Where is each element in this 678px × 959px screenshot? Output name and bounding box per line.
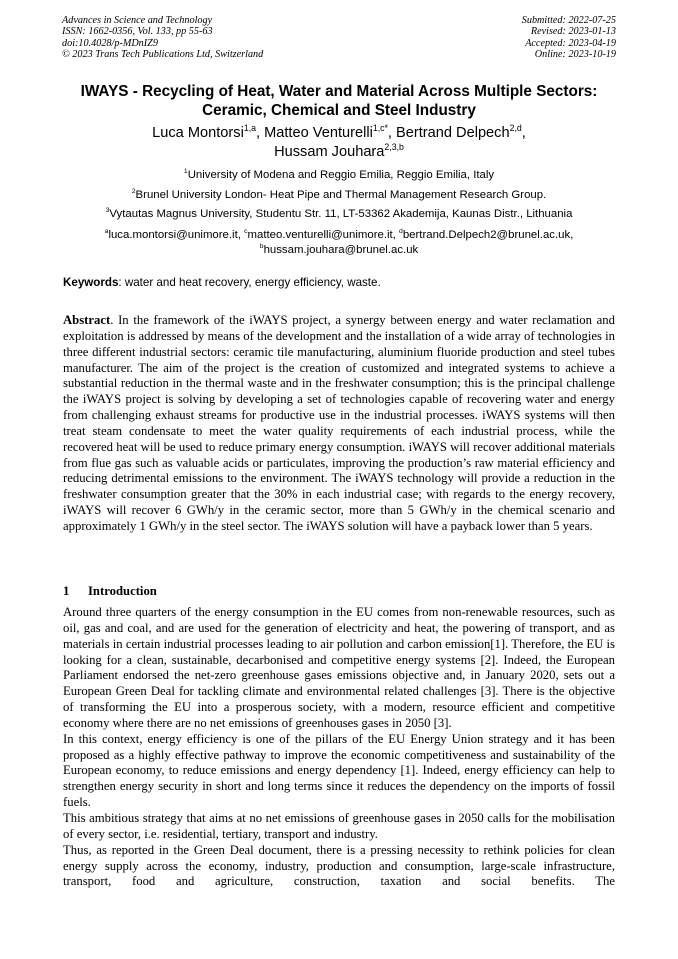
section-heading-introduction	[63, 584, 157, 599]
paragraph: Thus, as reported in the Green Deal document, there is a pressing necessity to rethink policies for clean energy supply across the economy, industry, production and consumption, large-scale infrastructure, transport, food and agriculture, construction, taxation and social benefits. The	[63, 842, 615, 889]
email-separator: ,	[570, 229, 574, 241]
author-affiliation-marker: 1,a	[243, 123, 256, 134]
journal-copyright: © 2023 Trans Tech Publications Ltd, Switzerland	[62, 49, 264, 61]
abstract-label: Abstract	[63, 313, 111, 327]
date-submitted: Submitted: 2022-07-25	[521, 15, 616, 26]
author-affiliation-marker: 2,d	[509, 123, 522, 134]
affiliation-3	[40, 207, 638, 221]
author-name: Hussam Jouhara	[274, 144, 385, 160]
keywords-label: Keywords	[63, 276, 119, 289]
email-link[interactable]: matteo.venturelli@unimore.it	[247, 229, 393, 241]
email-marker: a	[104, 228, 109, 236]
abstract	[63, 313, 615, 535]
affiliation-marker: 3	[105, 207, 110, 215]
date-online: Online: 2023-10-19	[534, 49, 616, 61]
email-separator: ,	[237, 229, 245, 241]
author-affiliation-marker: 1,c*	[372, 123, 388, 134]
section-number: 1	[63, 584, 70, 598]
dates-header	[522, 15, 616, 61]
author-separator: ,	[387, 125, 397, 141]
email-link[interactable]: hussam.jouhara@brunel.ac.uk	[263, 244, 419, 256]
author-separator: ,	[521, 125, 526, 141]
affiliation-1	[40, 168, 638, 182]
paragraph: Around three quarters of the energy consumption in the EU comes from non-renewable resources, such as oil, gas and coal, and are used for the generation of electricity and heat, the powering of transport, and as materials in certain industrial processes leading to air pollution and carbon emission[1]. Therefore, the EU is looking for a clean, sustainable, decarbonised and competitive energy systems [2]. Indeed, the European Parliament endorsed the net-zero greenhouse gases emissions objective and, in January 2020, sets out a European Green Deal for tackling climate and environmental related challenges [3]. There is the objective of transforming the EU into a prosperous society, with a modern, resource efficient and competitive economy where there are no net emissions of greenhouses gases in 2050 [3].	[63, 605, 615, 730]
paragraph: In this context, energy efficiency is one of the pillars of the EU Energy Union strategy and it has been proposed as a highly effective pathway to improve the economic competitiveness and sustainability of the European economy, to reduce emissions and energy dependency [1]. Indeed, energy efficiency can help to strengthen energy security in short and long terms since it reduces the dependency on the imports of fossil fuels.	[63, 731, 615, 810]
email-marker: c	[244, 228, 248, 236]
date-revised: Revised: 2023-01-13	[530, 26, 616, 38]
journal-doi[interactable]: doi:10.4028/p-MDnIZ9	[62, 37, 158, 49]
affiliation-text: University of Modena and Reggio Emilia, Reggio Emilia, Italy	[187, 169, 495, 181]
keywords	[63, 276, 381, 290]
affiliation-text: Brunel University London- Heat Pipe and Thermal Management Research Group.	[135, 189, 547, 201]
paper-title-line-2: Ceramic, Chemical and Steel Industry	[202, 102, 476, 119]
affiliation-marker: 1	[183, 168, 188, 176]
affiliation-marker: 2	[131, 188, 136, 196]
abstract-text: . In the framework of the iWAYS project, a synergy between energy and water reclamation and exploitation is addressed by means of the development and the installation of a wide array of technologies in three different industrial sectors: ceramic tile manufacturing, aluminium fluoride production and steel tubes manufacturer. The aim of the project is the creation of customized and integrated systems to achieve a substantial reduction in the thermal waste and in the freshwater consumption; this is the principal challenge the iWAYS project is solving by developing a set of technologies capable of recovering water and energy from challenging exhaust streams for productive use in the industrial processes. iWAYS systems will then treat steam condensate to meet the water quality requirements of each industrial process, while the recovered heat will be used to reduce primary energy consumption. iWAYS will recover additional materials from flue gas such as valuable acids or particulates, improving the production’s raw material efficiency and reducing detrimental emissions to the environment. The iWAYS technology will provide a reduction in the freshwater consumption greater that the 30% in each industrial case; with regards to the energy recovery, iWAYS will recover 6 GWh/y in the ceramic sector, more than 5 GWh/y in the chemical scenario and approximately 1 GWh/y in the steel sector. The iWAYS solution will have a payback lower than 5 years.	[63, 313, 615, 533]
affiliation-text: Vytautas Magnus University, Studentu Str. 11, LT-53362 Akademija, Kaunas Distr., Lithuania	[109, 208, 573, 220]
author-emails	[40, 228, 638, 258]
keywords-text: : water and heat recovery, energy efficiency, waste.	[118, 276, 381, 289]
author-affiliation-marker: 2,3,b	[384, 142, 404, 153]
journal-name: Advances in Science and Technology	[62, 15, 213, 26]
email-separator: ,	[392, 229, 400, 241]
journal-info-header	[62, 15, 263, 61]
journal-issn: ISSN: 1662-0356, Vol. 133, pp 55-63	[62, 26, 213, 38]
email-link[interactable]: luca.montorsi@unimore.it	[108, 229, 238, 241]
email-link[interactable]: bertrand.Delpech2@brunel.ac.uk	[402, 229, 571, 241]
author-list	[40, 124, 638, 162]
introduction-body	[63, 605, 615, 890]
date-accepted: Accepted: 2023-04-19	[525, 37, 616, 49]
author-name: Bertrand Delpech	[396, 125, 510, 141]
email-marker: d	[399, 228, 403, 236]
author-name: Matteo Venturelli	[264, 125, 373, 141]
author-name: Luca Montorsi	[152, 125, 244, 141]
paper-title-line-1: IWAYS - Recycling of Heat, Water and Material Across Multiple Sectors:	[80, 83, 598, 100]
section-title: Introduction	[88, 584, 157, 598]
paragraph: This ambitious strategy that aims at no net emissions of greenhouse gases in 2050 calls for the mobilisation of every sector, i.e. residential, tertiary, transport and industry.	[63, 810, 615, 841]
author-separator: ,	[256, 125, 265, 141]
affiliation-2	[40, 188, 638, 202]
email-marker: b	[259, 243, 264, 251]
paper-title	[40, 82, 638, 120]
